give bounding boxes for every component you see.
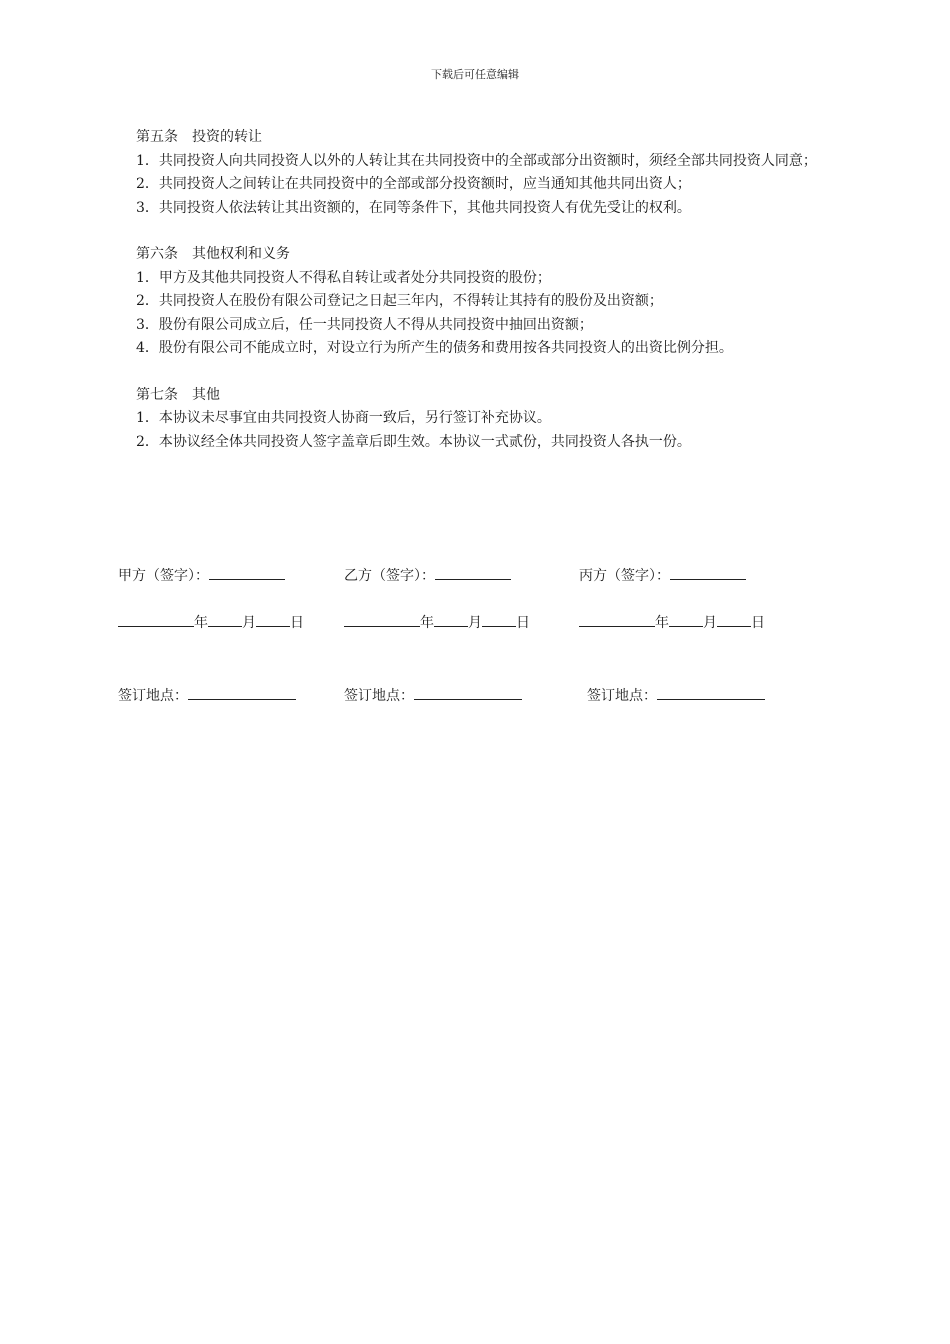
- section-title: 第七条 其他: [136, 386, 220, 403]
- day-line[interactable]: [482, 614, 516, 627]
- signature-line[interactable]: [209, 567, 285, 580]
- section-7: [110, 384, 870, 455]
- clause-item: 3．共同投资人依法转让其出资额的，在同等条件下，其他共同投资人有优先受让的权利。: [136, 199, 691, 216]
- section-title: 第六条 其他权利和义务: [136, 246, 290, 262]
- party-a-signature[interactable]: 甲方（签字）：: [118, 565, 285, 585]
- month-line[interactable]: [434, 614, 468, 627]
- section-title: 第五条 投资的转让: [136, 129, 262, 145]
- page-header: 下载后可任意编辑: [431, 68, 519, 81]
- clause-item: 4．股份有限公司不能成立时，对设立行为所产生的债务和费用按各共同投资人的出资比例分担。: [136, 340, 733, 356]
- place-line[interactable]: [657, 687, 765, 700]
- section-5: [110, 126, 870, 220]
- party-c-signature[interactable]: 丙方（签字）：: [579, 565, 746, 585]
- section-6: [110, 243, 870, 361]
- clause-item: 1．共同投资人向共同投资人以外的人转让其在共同投资中的全部或部分出资额时，须经全部共同投资人同意；: [136, 152, 817, 169]
- party-a-date[interactable]: 年 月 日: [118, 612, 304, 632]
- party-c-place[interactable]: 签订地点：: [587, 685, 765, 705]
- year-line[interactable]: [344, 614, 420, 627]
- day-line[interactable]: [256, 614, 290, 627]
- party-b-date[interactable]: 年 月 日: [344, 612, 530, 632]
- document-body: [110, 126, 870, 477]
- clause-item: 1．甲方及其他共同投资人不得私自转让或者处分共同投资的股份；: [136, 269, 551, 286]
- month-line[interactable]: [669, 614, 703, 627]
- party-b-place[interactable]: 签订地点：: [344, 685, 522, 705]
- signature-line[interactable]: [435, 567, 511, 580]
- clause-item: 1．本协议未尽事宜由共同投资人协商一致后，另行签订补充协议。: [136, 410, 551, 426]
- place-line[interactable]: [414, 687, 522, 700]
- party-a-place[interactable]: 签订地点：: [118, 685, 296, 705]
- clause-item: 3．股份有限公司成立后，任一共同投资人不得从共同投资中抽回出资额；: [136, 316, 593, 333]
- party-c-date[interactable]: 年 月 日: [579, 612, 765, 632]
- signature-line[interactable]: [670, 567, 746, 580]
- party-b-signature[interactable]: 乙方（签字）：: [344, 565, 511, 585]
- clause-item: 2．本协议经全体共同投资人签字盖章后即生效。本协议一式贰份，共同投资人各执一份。: [136, 433, 691, 450]
- year-line[interactable]: [118, 614, 194, 627]
- day-line[interactable]: [717, 614, 751, 627]
- year-line[interactable]: [579, 614, 655, 627]
- month-line[interactable]: [208, 614, 242, 627]
- place-line[interactable]: [188, 687, 296, 700]
- clause-item: 2．共同投资人在股份有限公司登记之日起三年内，不得转让其持有的股份及出资额；: [136, 293, 663, 309]
- clause-item: 2．共同投资人之间转让在共同投资中的全部或部分投资额时，应当通知其他共同出资人；: [136, 176, 691, 192]
